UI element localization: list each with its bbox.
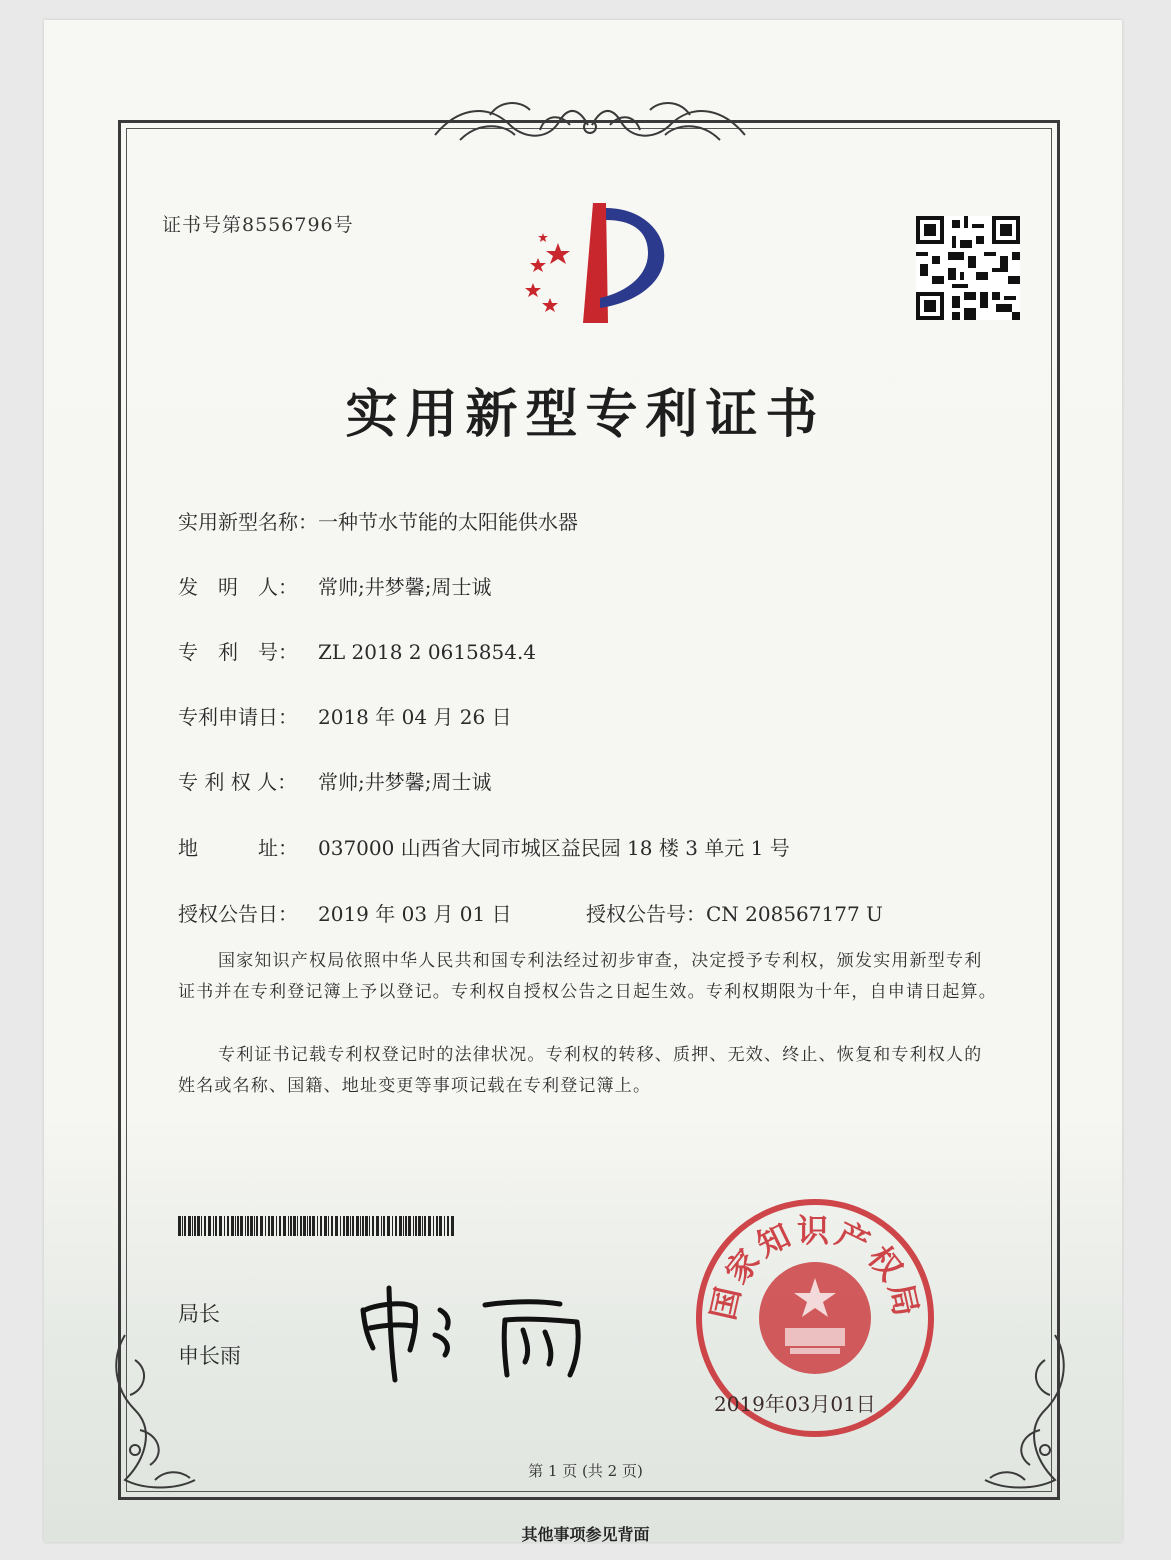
- field-grant-date: [178, 898, 512, 927]
- field-value: 常帅;井梦馨;周士诚: [318, 770, 492, 794]
- certificate-title: 实用新型专利证书: [345, 384, 826, 445]
- field-label: 授权公告号：: [586, 902, 706, 926]
- seal-date: 2019年03月01日: [714, 1392, 876, 1416]
- director-name: 申长雨: [178, 1344, 241, 1368]
- field-label: 发 明 人：: [178, 575, 298, 599]
- top-ornament-icon: [430, 95, 750, 150]
- field-address: [178, 832, 790, 861]
- paragraph-grant-statement: 国家知识产权局依照中华人民共和国专利法经过初步审查，决定授予专利权，颁发实用新型专利证书并在专利登记簿上予以登记。专利权自授权公告之日起生效。专利权期限为十年，自申请日起算。: [178, 951, 997, 1002]
- field-value: CN 208567177 U: [706, 902, 883, 926]
- barcode-icon: [178, 1216, 456, 1236]
- field-label: 专利申请日：: [178, 705, 298, 729]
- page-number: 第 1 页 (共 2 页): [528, 1462, 643, 1480]
- director-signature-icon: [355, 1280, 595, 1390]
- field-label: 地 址：: [178, 836, 298, 860]
- field-label: 专 利 号：: [178, 640, 298, 664]
- field-value: 037000 山西省大同市城区益民园 18 楼 3 单元 1 号: [318, 836, 790, 860]
- field-inventors: [178, 571, 491, 600]
- field-value: ZL 2018 2 0615854.4: [318, 640, 537, 664]
- field-application-date: [178, 701, 512, 730]
- field-value: 常帅;井梦馨;周士诚: [318, 575, 492, 599]
- field-value: 2018 年 04 月 26 日: [318, 705, 512, 729]
- director-title: 局长: [178, 1302, 220, 1326]
- seal-text: 国家知识产权局: [703, 1211, 927, 1324]
- paragraph-legal-status: 专利证书记载专利权登记时的法律状况。专利权的转移、质押、无效、终止、恢复和专利权人的姓名或名称、国籍、地址变更等事项记载在专利登记簿上。: [178, 1045, 983, 1096]
- field-value: 一种节水节能的太阳能供水器: [318, 510, 578, 534]
- field-utility-model-name: [178, 506, 578, 535]
- field-patentees: [178, 766, 491, 795]
- field-label: 专 利 权 人：: [178, 770, 298, 794]
- footer-note: 其他事项参见背面: [521, 1525, 650, 1544]
- field-label: 授权公告日：: [178, 902, 298, 926]
- certificate-number: 证书号第8556796号: [162, 214, 354, 236]
- field-value: 2019 年 03 月 01 日: [318, 902, 512, 926]
- field-label: 实用新型名称：: [178, 510, 318, 534]
- patent-office-logo-icon: [508, 198, 678, 328]
- qr-code-icon: [916, 216, 1020, 320]
- field-announcement-number: [586, 898, 883, 927]
- field-patent-number: [178, 636, 536, 665]
